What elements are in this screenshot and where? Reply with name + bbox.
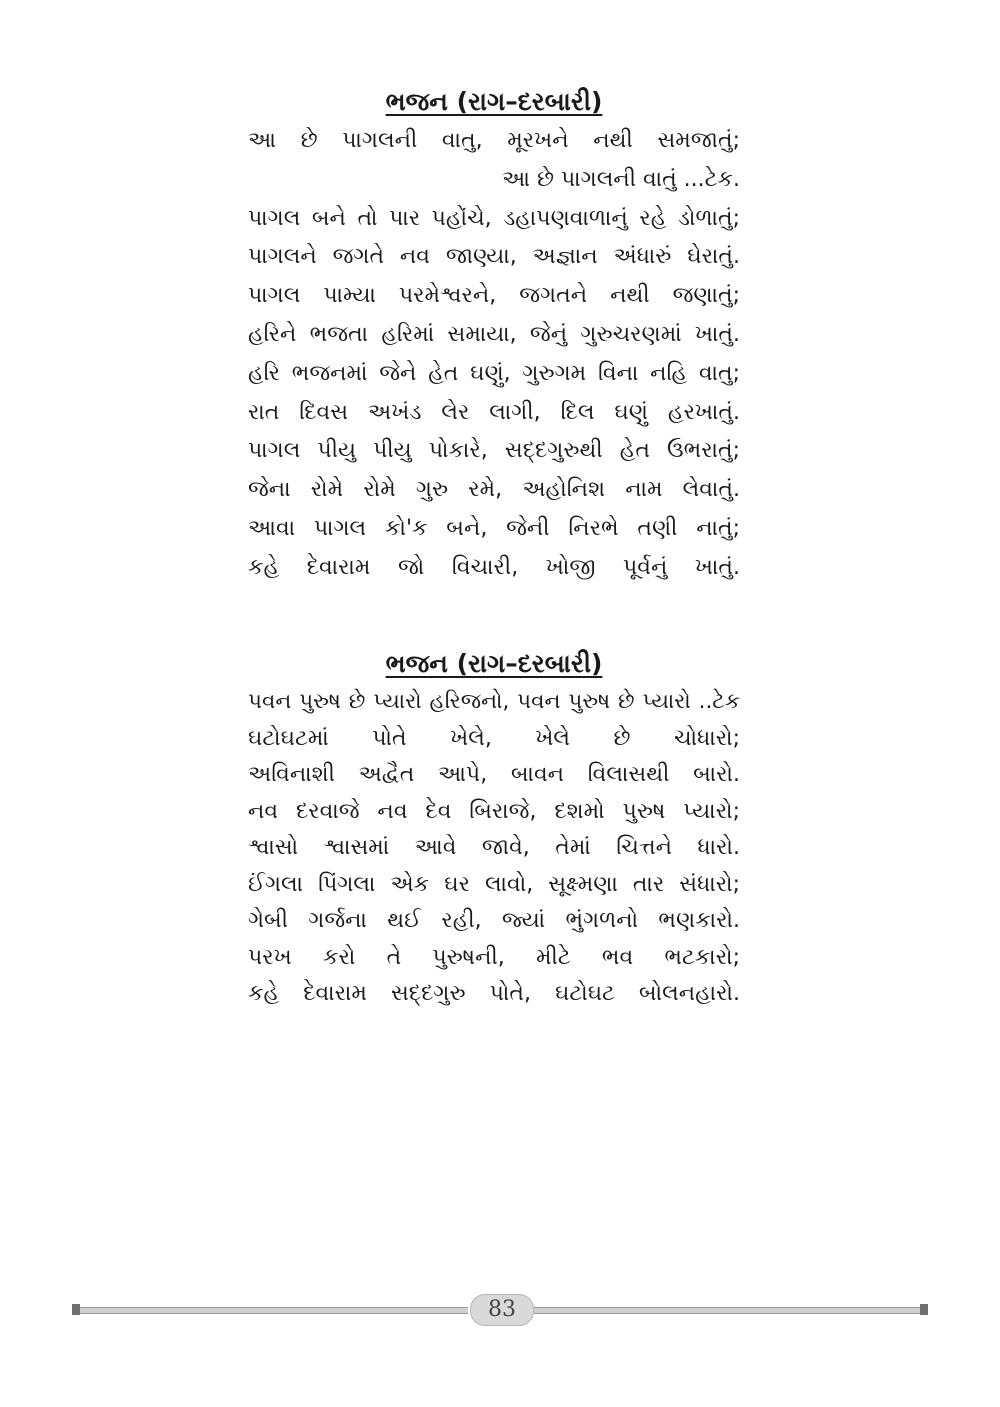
bhajan-2 [248,644,740,1013]
bhajan-2-title: ભજન (રાગ–દરબારી) [385,649,603,678]
verse-line: હરિ ભજનમાં જેને હેત ઘણું, ગુરુગમ વિના નહિ વાતુ; [248,360,740,386]
verse-line: પવન પુરુષ છે પ્યારો હરિજનો, પવન પુરુષ છે પ્યારો ..ટેક [248,689,740,714]
verse-line: અવિનાશી અદ્વૈત આપે, બાવન વિલાસથી બારો. [248,762,740,787]
footer-rule-right [534,1307,920,1314]
verse-line: કહે દેવારામ સદ્દગુરુ પોતે, ઘટોઘટ બોલનહારો. [248,981,740,1006]
refrain-line: આ છે પાગલની વાતું ...ટેક. [502,166,740,192]
verse-line: કહે દેવારામ જો વિચારી, ખોજી પૂર્વનું ખાતું. [248,554,740,580]
page-number: 83 [470,1294,534,1326]
verse-line: પરખ કરો તે પુરુષની, મીટે ભવ ભટકારો; [248,944,740,970]
verse-line: શ્વાસો શ્વાસમાં આવે જાવે, તેમાં ચિત્તને ધારો. [248,835,740,860]
footer-endcap-right [920,1304,928,1315]
verse-line: પાગલ બને તો પાર પહોંચે, ડહાપણવાળાનું રહે ડોળાતું; [248,205,740,231]
verse-line: પાગલને જગતે નવ જાણ્યા, અજ્ઞાન અંધારું ઘેરાતું. [248,244,740,270]
verse-line: પાગલ પામ્યા પરમેશ્વરને, જગતને નથી જણાતું; [248,283,740,309]
verse-line: ગેબી ગર્જના થઈ રહી, જ્યાં ભુંગળનો ભણકારો. [248,908,740,933]
verse-line: હરિને ભજતા હરિમાં સમાયા, જેનું ગુરુચરણમાં ખાતું. [248,321,740,347]
footer-rule-left [80,1307,468,1314]
verse-line: નવ દરવાજે નવ દેવ બિરાજે, દશમો પુરુષ પ્યારો; [248,798,740,824]
verse-line: આવા પાગલ કો'ક બને, જેની નિરભે તણી નાતું; [248,515,740,541]
bhajan-1-title: ભજન (રાગ–દરબારી) [385,87,603,116]
verse-line: જેના રોમે રોમે ગુરુ રમે, અહોનિશ નામ લેવાતું. [248,477,740,503]
page-footer [72,1290,928,1330]
verse-line: ઈંગલા પિંગલા એક ઘર લાવો, સૂક્ષ્મણા તાર સંધારો; [248,871,740,897]
verse-line: પાગલ પીયુ પીયુ પોકારે, સદ્દગુરુથી હેત ઉભરાતું; [248,438,740,464]
bhajan-1 [248,82,740,588]
footer-endcap-left [72,1304,80,1315]
verse-line: રાત દિવસ અખંડ લેર લાગી, દિલ ઘણું હરખાતું. [248,399,740,425]
verse-line: આ છે પાગલની વાતુ, મૂરખને નથી સમજાતું; [248,128,740,153]
verse-line: ઘટોઘટમાં પોતે ખેલે, ખેલે છે ચોધારો; [248,725,740,751]
